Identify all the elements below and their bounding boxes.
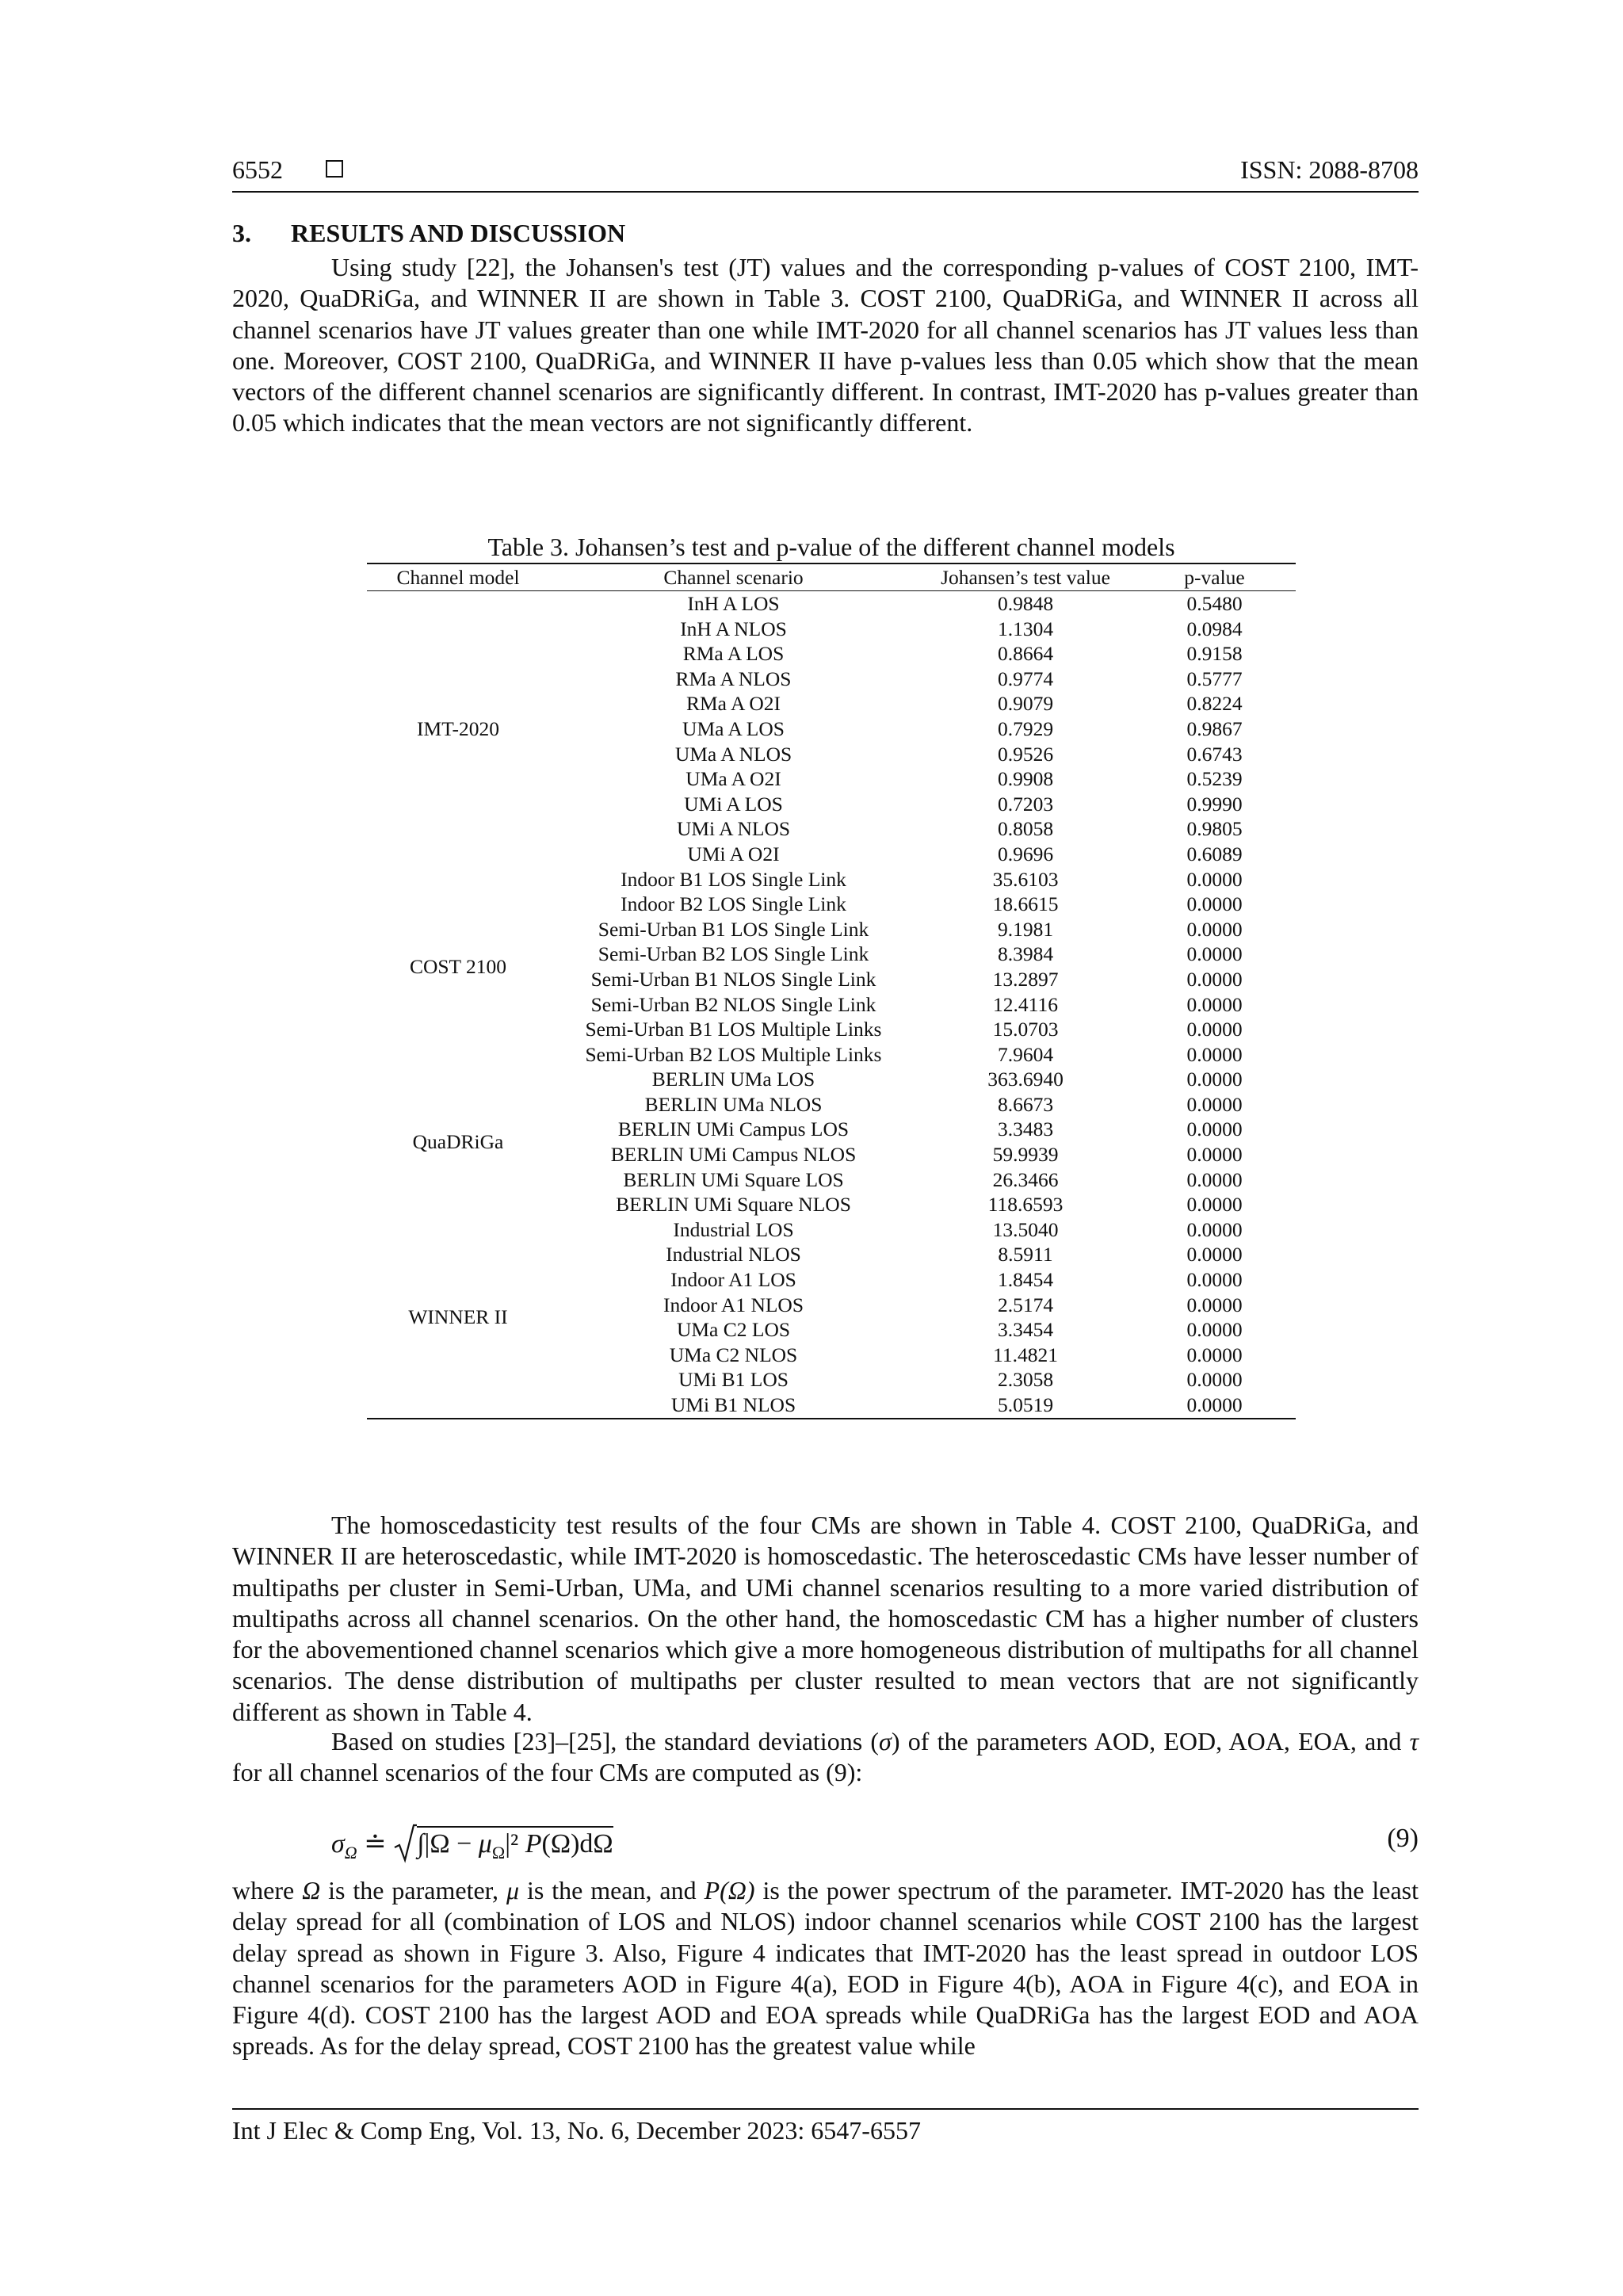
- equation-9: [331, 1816, 1419, 1863]
- cell-p-value: 0.0000: [1186, 1068, 1243, 1091]
- mu-symbol: μ: [506, 1876, 520, 1904]
- cell-channel-scenario: RMa A LOS: [682, 642, 785, 666]
- cell-p-value: 0.0000: [1186, 1293, 1243, 1316]
- footer-rule: [232, 2108, 1419, 2110]
- cell-p-value: 0.0000: [1186, 917, 1243, 941]
- table-row: [367, 591, 1296, 617]
- p3-text-c: for all channel scenarios of the four CMs are computed as (9):: [232, 1758, 863, 1787]
- cell-johansen-value: 1.1304: [997, 617, 1054, 640]
- cell-channel-scenario: Indoor A1 NLOS: [663, 1293, 804, 1316]
- cell-channel-scenario: Semi-Urban B1 LOS Multiple Links: [585, 1018, 882, 1041]
- cell-p-value: 0.0000: [1186, 1143, 1243, 1167]
- cell-channel-model: QuaDRiGa: [412, 1130, 504, 1154]
- cell-channel-scenario: BERLIN UMa NLOS: [644, 1092, 823, 1116]
- cell-p-value: 0.0000: [1186, 1042, 1243, 1066]
- equation-body: $\sigma_\Omega$ ≐ $\int|\Omega - \mu_\Omega|^2$ P(Ω)dΩ: [331, 1824, 613, 1863]
- cell-channel-scenario: BERLIN UMi Square LOS: [623, 1167, 844, 1191]
- cell-p-value: 0.6089: [1186, 842, 1243, 865]
- cell-channel-scenario: InH A NLOS: [680, 617, 787, 640]
- cell-channel-scenario: Semi-Urban B2 LOS Single Link: [598, 942, 869, 966]
- cell-johansen-value: 15.0703: [992, 1018, 1059, 1041]
- cell-channel-scenario: UMa C2 NLOS: [669, 1343, 798, 1366]
- cell-johansen-value: 9.1981: [997, 917, 1054, 941]
- paragraph-2: The homoscedasticity test results of the four CMs are shown in Table 4. COST 2100, QuaDRiGa, and WINNER II are heteroscedastic, while IMT-2020 is homoscedastic. The heteroscedastic CMs have lesser number of multipaths per cluster in Semi-Urban, UMa, and UMi channel scenarios resulting to a more varied distribution of multipaths across all channel scenarios. On the other hand, the homoscedastic CM has a higher number of clusters for the abovementioned channel scenarios which give a more homogeneous distribution of multipaths for all channel scenarios. The dense distribution of multipaths per cluster resulted to mean vectors that are not significantly different as shown in Table 4.: [232, 1511, 1419, 1726]
- cell-channel-scenario: Semi-Urban B1 NLOS Single Link: [590, 967, 876, 991]
- cell-p-value: 0.5239: [1186, 767, 1243, 791]
- cell-p-value: 0.0000: [1186, 892, 1243, 916]
- cell-p-value: 0.0000: [1186, 992, 1243, 1016]
- tau-symbol: τ: [1409, 1727, 1419, 1755]
- cell-channel-scenario: UMi A LOS: [684, 792, 783, 816]
- square-box-icon: [326, 160, 343, 178]
- cell-johansen-value: 118.6593: [987, 1193, 1064, 1217]
- cell-johansen-value: 3.3454: [997, 1318, 1054, 1342]
- table-header-row: [367, 563, 1296, 591]
- power-spectrum-symbol: P(Ω): [704, 1876, 755, 1904]
- cell-p-value: 0.5777: [1186, 667, 1243, 690]
- header-rule: [232, 191, 1419, 193]
- cell-p-value: 0.6743: [1186, 742, 1243, 766]
- cell-johansen-value: 18.6615: [992, 892, 1059, 916]
- cell-channel-scenario: UMa C2 LOS: [676, 1318, 791, 1342]
- cell-p-value: 0.0000: [1186, 1318, 1243, 1342]
- cell-channel-scenario: UMi A NLOS: [676, 817, 791, 841]
- paragraph-1: Using study [22], the Johansen's test (JT) values and the corresponding p-values of COST 2100, IMT-2020, QuaDRiGa, and WINNER II are shown in Table 3. COST 2100, QuaDRiGa, and WINNER II across all channel scenarios have JT values greater than one while IMT-2020 for all channel scenarios has JT values less than one. Moreover, COST 2100, QuaDRiGa, and WINNER II have p-values less than 0.05 which show that the mean vectors of the different channel scenarios are significantly different. In contrast, IMT-2020 has p-values greater than 0.05 which indicates that the mean vectors are not significantly different.: [232, 253, 1419, 437]
- cell-johansen-value: 0.8664: [997, 642, 1054, 666]
- cell-channel-scenario: Indoor A1 LOS: [670, 1268, 796, 1292]
- cell-channel-scenario: Semi-Urban B2 LOS Multiple Links: [585, 1042, 882, 1066]
- cell-p-value: 0.5480: [1186, 592, 1243, 615]
- cell-channel-model: IMT-2020: [417, 716, 499, 740]
- table-caption: Table 3. Johansen’s test and p-value of the different channel models: [487, 533, 1175, 561]
- cell-johansen-value: 0.9696: [997, 842, 1054, 865]
- cell-p-value: 0.0000: [1186, 1368, 1243, 1392]
- cell-p-value: 0.9805: [1186, 817, 1243, 841]
- cell-p-value: 0.0000: [1186, 1393, 1243, 1416]
- cell-p-value: 0.9990: [1186, 792, 1243, 816]
- cell-channel-scenario: BERLIN UMi Square NLOS: [616, 1193, 851, 1217]
- cell-johansen-value: 5.0519: [997, 1393, 1054, 1416]
- cell-p-value: 0.0000: [1186, 1268, 1243, 1292]
- header-channel-model: Channel model: [367, 563, 549, 591]
- cell-channel-scenario: UMi B1 NLOS: [670, 1393, 796, 1416]
- sqrt-sign-icon: [393, 1824, 417, 1863]
- table-row: [367, 1067, 1296, 1092]
- cell-p-value: 0.8224: [1186, 692, 1243, 716]
- cell-johansen-value: 0.9774: [997, 667, 1054, 690]
- issn: ISSN: 2088-8708: [1240, 155, 1419, 184]
- cell-johansen-value: 0.9908: [997, 767, 1054, 791]
- cell-johansen-value: 0.7203: [997, 792, 1054, 816]
- omega-symbol: Ω: [302, 1876, 321, 1904]
- cell-channel-scenario: BERLIN UMa LOS: [651, 1068, 815, 1091]
- cell-channel-scenario: UMa A LOS: [682, 716, 785, 740]
- cell-johansen-value: 8.5911: [998, 1243, 1053, 1266]
- cell-p-value: 0.0000: [1186, 1018, 1243, 1041]
- cell-johansen-value: 2.3058: [997, 1368, 1054, 1392]
- cell-johansen-value: 8.6673: [997, 1092, 1054, 1116]
- cell-channel-scenario: UMi A O2I: [687, 842, 780, 865]
- cell-johansen-value: 26.3466: [992, 1167, 1059, 1191]
- cell-channel-scenario: InH A LOS: [687, 592, 780, 615]
- cell-p-value: 0.9158: [1186, 642, 1243, 666]
- cell-channel-scenario: UMa A NLOS: [674, 742, 792, 766]
- page-number: 6552: [232, 155, 283, 184]
- cell-johansen-value: 3.3483: [997, 1117, 1054, 1141]
- cell-p-value: 0.0000: [1186, 1193, 1243, 1217]
- section-heading: [232, 219, 625, 248]
- table-3: [367, 533, 1296, 1419]
- cell-johansen-value: 0.7929: [997, 716, 1054, 740]
- page-header: [232, 155, 1419, 187]
- page-footer: Int J Elec & Comp Eng, Vol. 13, No. 6, December 2023: 6547-6557: [232, 2116, 921, 2145]
- cell-johansen-value: 7.9604: [997, 1042, 1054, 1066]
- cell-channel-scenario: BERLIN UMi Campus NLOS: [610, 1143, 857, 1167]
- cell-p-value: 0.0000: [1186, 1243, 1243, 1266]
- sigma-symbol: σ: [879, 1727, 892, 1755]
- p3-text-a: Based on studies [23]–[25], the standard deviations (: [331, 1727, 880, 1755]
- cell-johansen-value: 0.9079: [997, 692, 1054, 716]
- section-title: RESULTS AND DISCUSSION: [291, 219, 626, 247]
- cell-p-value: 0.0000: [1186, 942, 1243, 966]
- cell-channel-scenario: Semi-Urban B1 LOS Single Link: [598, 917, 869, 941]
- cell-channel-model: WINNER II: [408, 1305, 508, 1329]
- cell-p-value: 0.9867: [1186, 716, 1243, 740]
- equation-number: (9): [1387, 1824, 1419, 1853]
- cell-johansen-value: 59.9939: [992, 1143, 1059, 1167]
- cell-channel-scenario: RMa A NLOS: [675, 667, 792, 690]
- cell-channel-model: COST 2100: [409, 955, 507, 979]
- cell-p-value: 0.0000: [1186, 967, 1243, 991]
- johansen-table: [367, 563, 1296, 1419]
- table-body: [367, 591, 1296, 1419]
- cell-johansen-value: 363.6940: [987, 1068, 1064, 1091]
- cell-johansen-value: 1.8454: [997, 1268, 1054, 1292]
- cell-johansen-value: 13.5040: [992, 1217, 1059, 1241]
- paragraph-4: where Ω is the parameter, μ is the mean, and P(Ω) is the power spectrum of the parameter. IMT-2020 has the least delay spread for all (combination of LOS and NLOS) indoor channel scenarios while COST 2100 has the largest delay spread as shown in Figure 3. Also, Figure 4 indicates that IMT-2020 has the least spread in outdoor LOS channel scenarios for the parameters AOD in Figure 4(a), EOD in Figure 4(b), AOA in Figure 4(c), and EOA in Figure 4(d). COST 2100 has the largest AOD and EOA spreads while QuaDRiGa has the largest EOD and AOA spreads. As for the delay spread, COST 2100 has the greatest value while: [232, 1876, 1419, 2061]
- header-p-value: p-value: [1133, 563, 1296, 591]
- cell-p-value: 0.0984: [1186, 617, 1243, 640]
- cell-johansen-value: 0.8058: [997, 817, 1054, 841]
- cell-p-value: 0.0000: [1186, 867, 1243, 891]
- cell-p-value: 0.0000: [1186, 1343, 1243, 1366]
- cell-johansen-value: 0.9526: [997, 742, 1054, 766]
- cell-p-value: 0.0000: [1186, 1117, 1243, 1141]
- cell-johansen-value: 2.5174: [997, 1293, 1054, 1316]
- cell-johansen-value: 0.9848: [997, 592, 1054, 615]
- cell-johansen-value: 13.2897: [992, 967, 1059, 991]
- cell-channel-scenario: Indoor B1 LOS Single Link: [621, 867, 846, 891]
- cell-channel-scenario: Industrial NLOS: [666, 1243, 801, 1266]
- section-number: 3.: [232, 219, 251, 247]
- cell-channel-scenario: Indoor B2 LOS Single Link: [621, 892, 846, 916]
- cell-p-value: 0.0000: [1186, 1217, 1243, 1241]
- cell-johansen-value: 35.6103: [992, 867, 1059, 891]
- cell-channel-scenario: UMa A O2I: [685, 767, 781, 791]
- table-row: [367, 867, 1296, 892]
- header-channel-scenario: Channel scenario: [549, 563, 918, 591]
- cell-p-value: 0.0000: [1186, 1092, 1243, 1116]
- cell-johansen-value: 11.4821: [993, 1343, 1058, 1366]
- cell-channel-scenario: Industrial LOS: [673, 1217, 794, 1241]
- paragraph-3: [232, 1726, 1419, 1789]
- p3-text-b: ) of the parameters AOD, EOD, AOA, EOA, and: [891, 1727, 1410, 1755]
- cell-johansen-value: 12.4116: [993, 992, 1058, 1016]
- cell-channel-scenario: UMi B1 LOS: [678, 1368, 789, 1392]
- cell-p-value: 0.0000: [1186, 1167, 1243, 1191]
- cell-channel-scenario: Semi-Urban B2 NLOS Single Link: [590, 992, 876, 1016]
- cell-channel-scenario: RMa A O2I: [685, 692, 781, 716]
- cell-johansen-value: 8.3984: [997, 942, 1054, 966]
- header-johansen-value: Johansen’s test value: [918, 563, 1133, 591]
- cell-channel-scenario: BERLIN UMi Campus LOS: [617, 1117, 850, 1141]
- table-row: [367, 1217, 1296, 1243]
